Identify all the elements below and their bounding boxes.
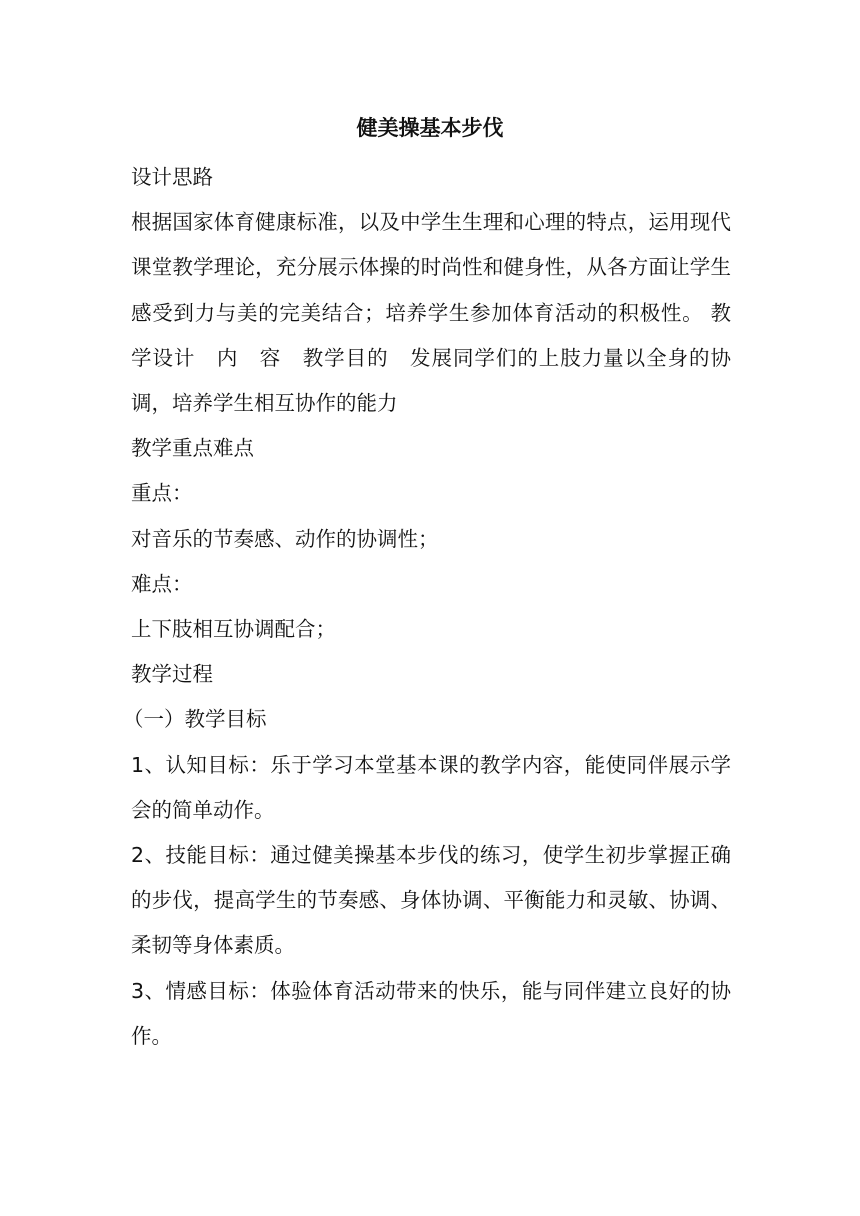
subsection-heading-teaching-goals: （一）教学目标 (123, 707, 267, 732)
list-item-skill-goal: 2、技能目标：通过健美操基本步伐的练习，使学生初步掌握正确的步伐，提高学生的节奏感、身体协调、平衡能力和灵敏、协调、柔韧等身体素质。 (131, 843, 731, 958)
section-heading-design-idea: 设计思路 (131, 165, 213, 189)
paragraph-design-rationale: 根据国家体育健康标准，以及中学生生理和心理的特点，运用现代课堂教学理论，充分展示体操的时尚性和健身性，从各方面让学生感受到力与美的完美结合；培养学生参加体育活动的积极性。 教学设计 内 容 教学目的 发展同学们的上肢力量以全身的协调，培养学生相互协作的能力 (131, 210, 731, 416)
list-item-cognitive-goal: 1、认知目标：乐于学习本堂基本课的教学内容，能使同伴展示学会的简单动作。 (131, 752, 731, 822)
label-difficulty: 难点： (131, 571, 193, 596)
paragraph-key-point: 对音乐的节奏感、动作的协调性； (131, 526, 439, 551)
section-heading-key-points: 教学重点难点 (131, 436, 254, 461)
list-item-emotional-goal: 3、情感目标：体验体育活动带来的快乐，能与同伴建立良好的协作。 (131, 978, 731, 1048)
document-body (123, 155, 731, 1059)
section-heading-teaching-process: 教学过程 (131, 662, 213, 687)
paragraph-difficulty: 上下肢相互协调配合； (131, 617, 336, 642)
document-title: 健美操基本步伐 (356, 116, 504, 140)
label-key-point: 重点： (131, 481, 193, 506)
